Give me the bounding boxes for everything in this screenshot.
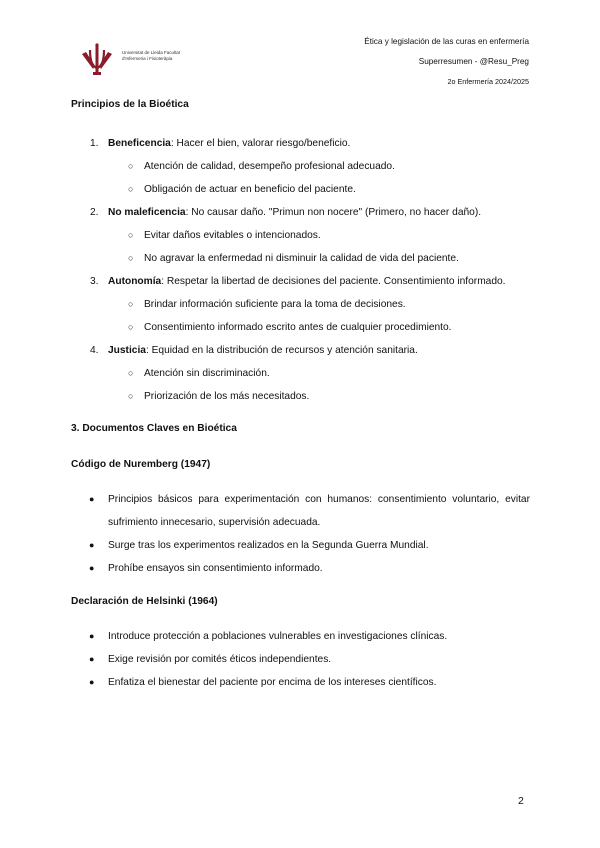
course-year: 2o Enfermería 2024/2025 [447, 77, 529, 86]
principle-item: 3. Autonomía: Respetar la libertad de decisiones del paciente. Consentimiento informado. ○ Brindar información suficiente para la toma de decisiones. ○ Consentimiento informado escrito antes de cualquier procedimiento. [71, 270, 530, 339]
course-title: Ética y legislación de las curas en enfermería [364, 37, 529, 46]
principle-item: 1. Beneficencia: Hacer el bien, valorar riesgo/beneficio. ○ Atención de calidad, desempeño profesional adecuado. ○ Obligación de actuar en beneficio del paciente. [71, 132, 530, 201]
principle-sublist [108, 293, 530, 339]
principle-item: 2. No maleficencia: No causar daño. "Primun non nocere" (Primero, no hacer daño). ○ Evitar daños evitables o intencionados. ○ No agravar la enfermedad ni disminuir la calidad de vida del paciente. [71, 201, 530, 270]
documents-heading: 3. Documentos Claves en Bioética [71, 423, 237, 434]
list-item: ○ No agravar la enfermedad ni disminuir la calidad de vida del paciente. [128, 253, 459, 264]
university-crest-icon [74, 42, 120, 82]
list-item: ● Surge tras los experimentos realizados en la Segunda Guerra Mundial. [89, 540, 429, 551]
page-number: 2 [518, 795, 524, 807]
list-item: ○ Brindar información suficiente para la toma de decisiones. [128, 299, 406, 310]
principle-sublist [108, 155, 530, 201]
logo-text: Universitat de Lleida Facultat d'Infermeria i Fisioteràpia [122, 50, 181, 61]
principle-sublist [108, 362, 530, 408]
helsinki-list [71, 625, 530, 694]
list-item: ○ Evitar daños evitables o intencionados. [128, 230, 321, 241]
nuremberg-list [71, 488, 530, 580]
main-content [71, 98, 530, 694]
list-item: ○ Consentimiento informado escrito antes de cualquier procedimiento. [128, 322, 452, 333]
list-item: ● Enfatiza el bienestar del paciente por encima de los intereses científicos. [89, 677, 437, 688]
nuremberg-heading: Código de Nuremberg (1947) [71, 459, 211, 470]
header-info [364, 36, 529, 96]
principles-list [71, 132, 530, 408]
university-logo [74, 42, 194, 82]
principles-heading: Principios de la Bioética [71, 99, 189, 110]
principle-item: 4. Justicia: Equidad en la distribución de recursos y atención sanitaria. ○ Atención sin discriminación. ○ Priorización de los más necesitados. [71, 339, 530, 408]
list-item: ○ Obligación de actuar en beneficio del paciente. [128, 184, 356, 195]
list-item: ● Principios básicos para experimentación con humanos: consentimiento voluntario, evitar sufrimiento innecesario, supervisión adecuada. [89, 494, 530, 528]
list-item: ○ Atención de calidad, desempeño profesional adecuado. [128, 161, 395, 172]
list-item: ○ Priorización de los más necesitados. [128, 391, 310, 402]
author-handle: Superresumen - @Resu_Preg [418, 57, 529, 66]
list-item: ● Exige revisión por comités éticos independientes. [89, 654, 332, 665]
list-item: ○ Atención sin discriminación. [128, 368, 270, 379]
list-item: ● Introduce protección a poblaciones vulnerables en investigaciones clínicas. [89, 631, 448, 642]
list-item: ● Prohíbe ensayos sin consentimiento informado. [89, 563, 323, 574]
principle-sublist [108, 224, 530, 270]
helsinki-heading: Declaración de Helsinki (1964) [71, 596, 218, 607]
